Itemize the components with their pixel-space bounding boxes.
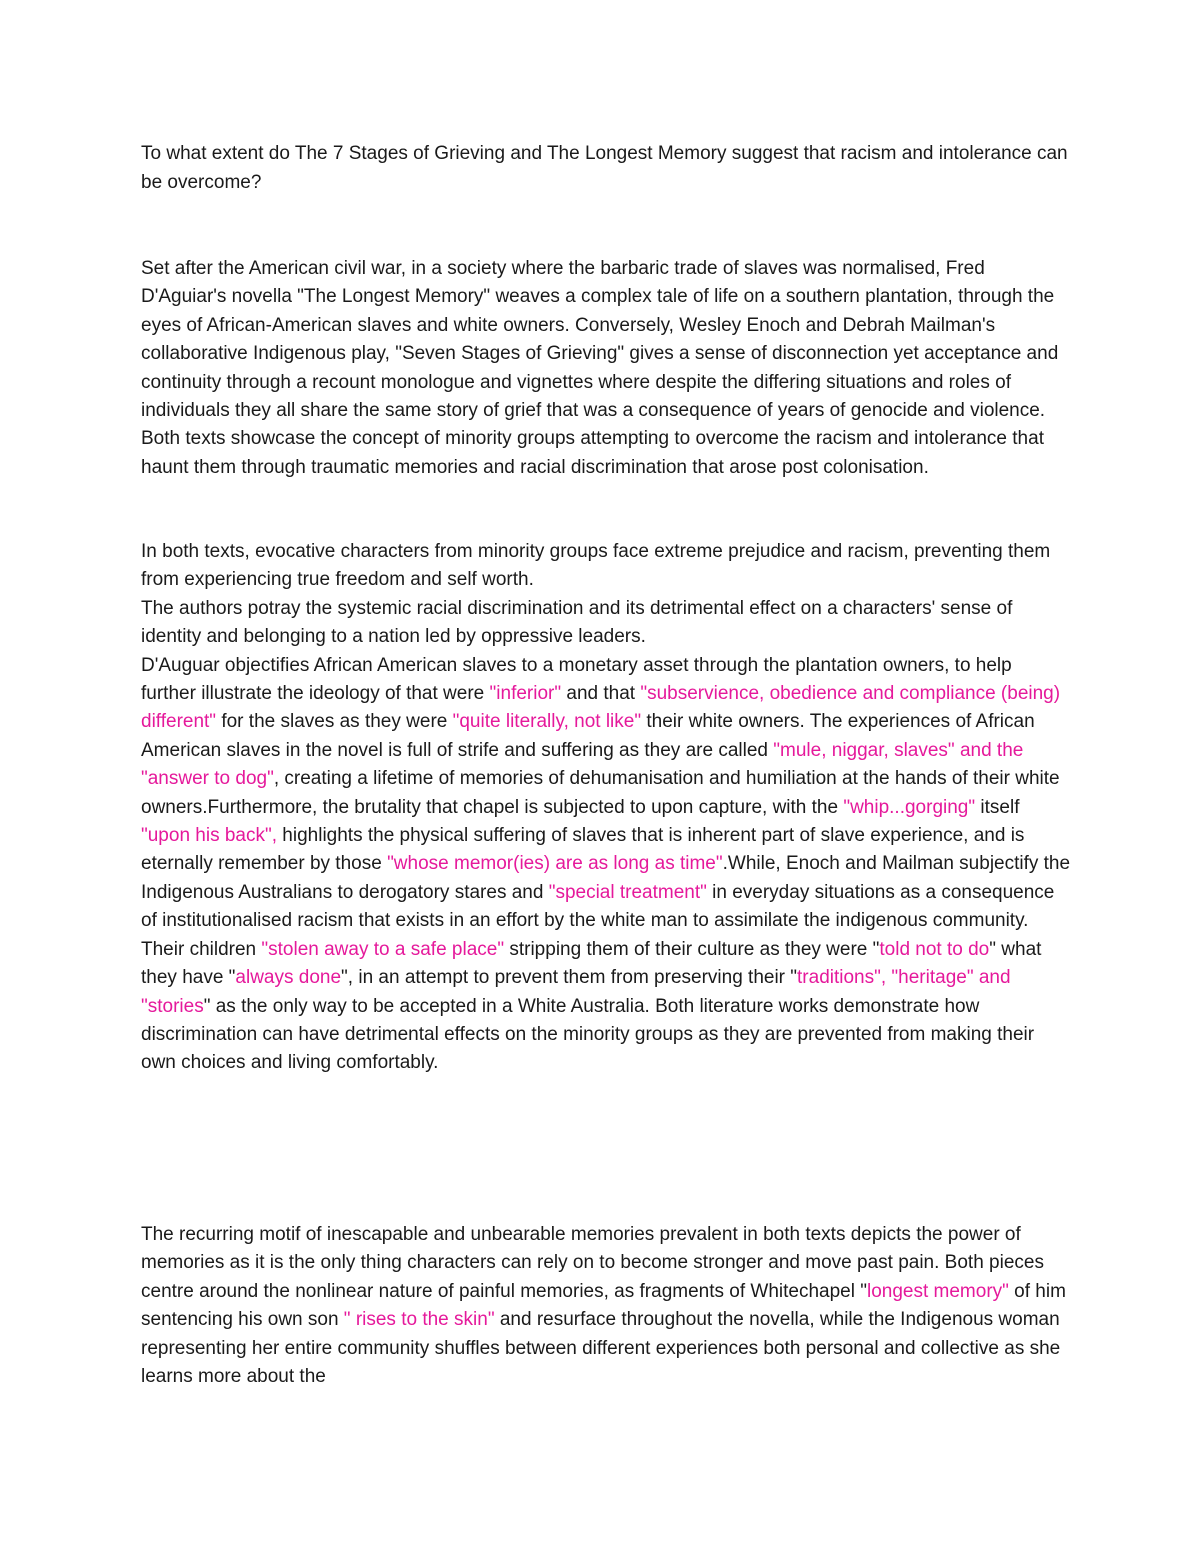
body-text: highlights the physical suffering of slaves that is inherent part of slave experience, and is eternally remember by those <box>141 825 1025 875</box>
quoted-text: always done <box>235 967 342 989</box>
body-text: and resurface throughout the novella, while the Indigenous woman representing her entire community shuffles between different experiences both personal and collective as she learns more about the <box>141 1309 1061 1388</box>
body-text: " as the only way to be accepted in a White Australia. Both literature works demonstrate how discrimination can have detrimental effects on the minority groups as they are prevented from making their own choices and living comfortably. <box>141 995 1035 1074</box>
quoted-text: "special treatment" <box>548 881 707 903</box>
body-text: Set after the American civil war, in a society where the barbaric trade of slaves was normalised, Fred D'Aguiar's novella "The Longest Memory" weaves a complex tale of life on a southern plantation, through the eyes of African-American slaves and white owners. Conversely, Wesley Enoch and Debrah Mailman's collaborative Indigenous play, "Seven Stages of Grieving" gives a sense of disconnection yet acceptance and continuity through a recount monologue and vignettes where despite the differing situations and roles of individuals they all share the same story of grief that was a consequence of years of genocide and violence. Both texts showcase the concept of minority groups attempting to overcome the racism and intolerance that haunt them through traumatic memories and racial discrimination that arose post colonisation. <box>141 258 1059 478</box>
paragraph-body-memory <box>141 1221 1071 1391</box>
body-text: itself <box>975 796 1020 818</box>
body-text: .While, Enoch and Mailman subjectify the Indigenous Australians to derogatory stares and <box>141 853 1071 903</box>
body-text: for the slaves as they were <box>216 711 453 733</box>
quoted-text: "subservience, obedience and compliance (being) different" <box>141 683 1061 733</box>
quoted-text: "inferior" <box>489 683 562 705</box>
quoted-text: "whip...gorging" <box>843 796 976 818</box>
quoted-text: "stolen away to a safe place" <box>261 938 505 960</box>
body-text: and that <box>561 683 641 705</box>
paragraph-introduction <box>141 255 1071 482</box>
body-text: " what they have " <box>141 938 1042 989</box>
body-text: of him sentencing his own son <box>141 1280 1066 1331</box>
body-text: in everyday situations as a consequence of institutionalised racism that exists in an effort by the white man to assimilate the indigenous community. Their children <box>141 881 1055 960</box>
quoted-text: "quite literally, not like" <box>452 711 642 733</box>
body-text: In both texts, evocative characters from minority groups face extreme prejudice and racism, preventing them from experiencing true freedom and self worth. <box>141 541 1051 591</box>
quoted-text: longest memory" <box>866 1280 1009 1302</box>
quoted-text: "upon his back", <box>141 825 278 847</box>
body-text: The recurring motif of inescapable and unbearable memories prevalent in both texts depicts the power of memories as it is the only thing characters can rely on to become stronger and move past pain. Both pieces centre around the nonlinear nature of painful memories, as fragments of Whitechapel " <box>141 1224 1044 1302</box>
body-text: stripping them of their culture as they were " <box>504 938 880 960</box>
essay-question: To what extent do The 7 Stages of Grieving and The Longest Memory suggest that racism and intolerance can be overcome? <box>141 143 1068 193</box>
body-text: their white owners. The experiences of African American slaves in the novel is full of strife and suffering as they are called <box>141 711 1035 761</box>
body-text: , creating a lifetime of memories of dehumanisation and humiliation at the hands of their white owners.Furthermore, the brutality that chapel is subjected to upon capture, with the <box>141 768 1060 818</box>
quoted-text: traditions", "heritage" and "stories <box>141 967 1011 1017</box>
body-text: The authors potray the systemic racial discrimination and its detrimental effect on a characters' sense of identity and belonging to a nation led by oppressive leaders. <box>141 597 1013 648</box>
body-text: D'Auguar objectifies African American slaves to a monetary asset through the plantation owners, to help further illustrate the ideology of that were <box>141 654 1012 705</box>
quoted-text: " rises to the skin" <box>343 1309 495 1331</box>
body-text: ", in an attempt to prevent them from preserving their " <box>341 967 798 989</box>
quoted-text: "whose memor(ies) are as long as time" <box>387 853 723 875</box>
paragraph-body-discrimination <box>141 538 1071 1078</box>
quoted-text: told not to do <box>879 938 990 960</box>
quoted-text: "mule, niggar, slaves" and the "answer to dog" <box>141 739 1024 790</box>
